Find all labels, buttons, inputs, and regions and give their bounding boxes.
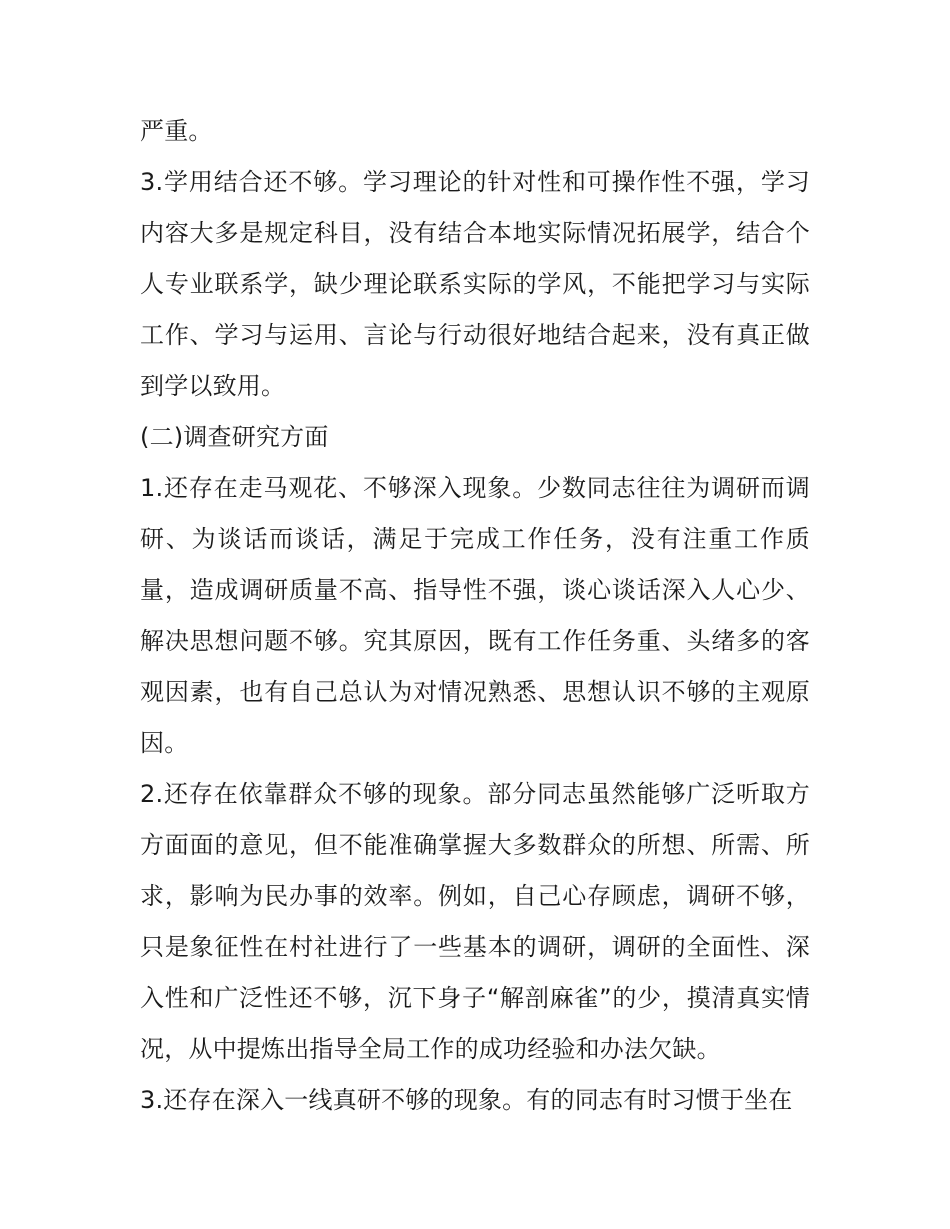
- section-heading-research: (二)调查研究方面: [140, 423, 329, 451]
- paragraph-research-1: 1.还存在走马观花、不够深入现象。少数同志往往为调研而调研、为谈话而谈话，满足于完成工作任务，没有注重工作质量，造成调研质量不高、指导性不强，谈心谈话深入人心少、解决思想问题不够。究其原因，既有工作任务重、头绪多的客观因素，也有自己总认为对情况熟悉、思想认识不够的主观原因。: [140, 474, 810, 757]
- paragraph-study-application: 3.学用结合还不够。学习理论的针对性和可操作性不强，学习内容大多是规定科目，没有结合本地实际情况拓展学，结合个人专业联系学，缺少理论联系实际的学风，不能把学习与实际工作、学习与运用、言论与行动很好地结合起来，没有真正做到学以致用。: [140, 168, 810, 400]
- paragraph-continuation: 严重。: [140, 117, 213, 145]
- paragraph-research-2: 2.还存在依靠群众不够的现象。部分同志虽然能够广泛听取方方面面的意见，但不能准确掌握大多数群众的所想、所需、所求，影响为民办事的效率。例如，自己心存顾虑，调研不够，只是象征性在村社进行了一些基本的调研，调研的全面性、深入性和广泛性还不够，沉下身子“解剖麻雀”的少，摸清真实情况，从中提炼出指导全局工作的成功经验和办法欠缺。: [140, 780, 810, 1063]
- document-body: [140, 106, 810, 1126]
- paragraph-research-3: 3.还存在深入一线真研不够的现象。有的同志有时习惯于坐在: [140, 1086, 793, 1114]
